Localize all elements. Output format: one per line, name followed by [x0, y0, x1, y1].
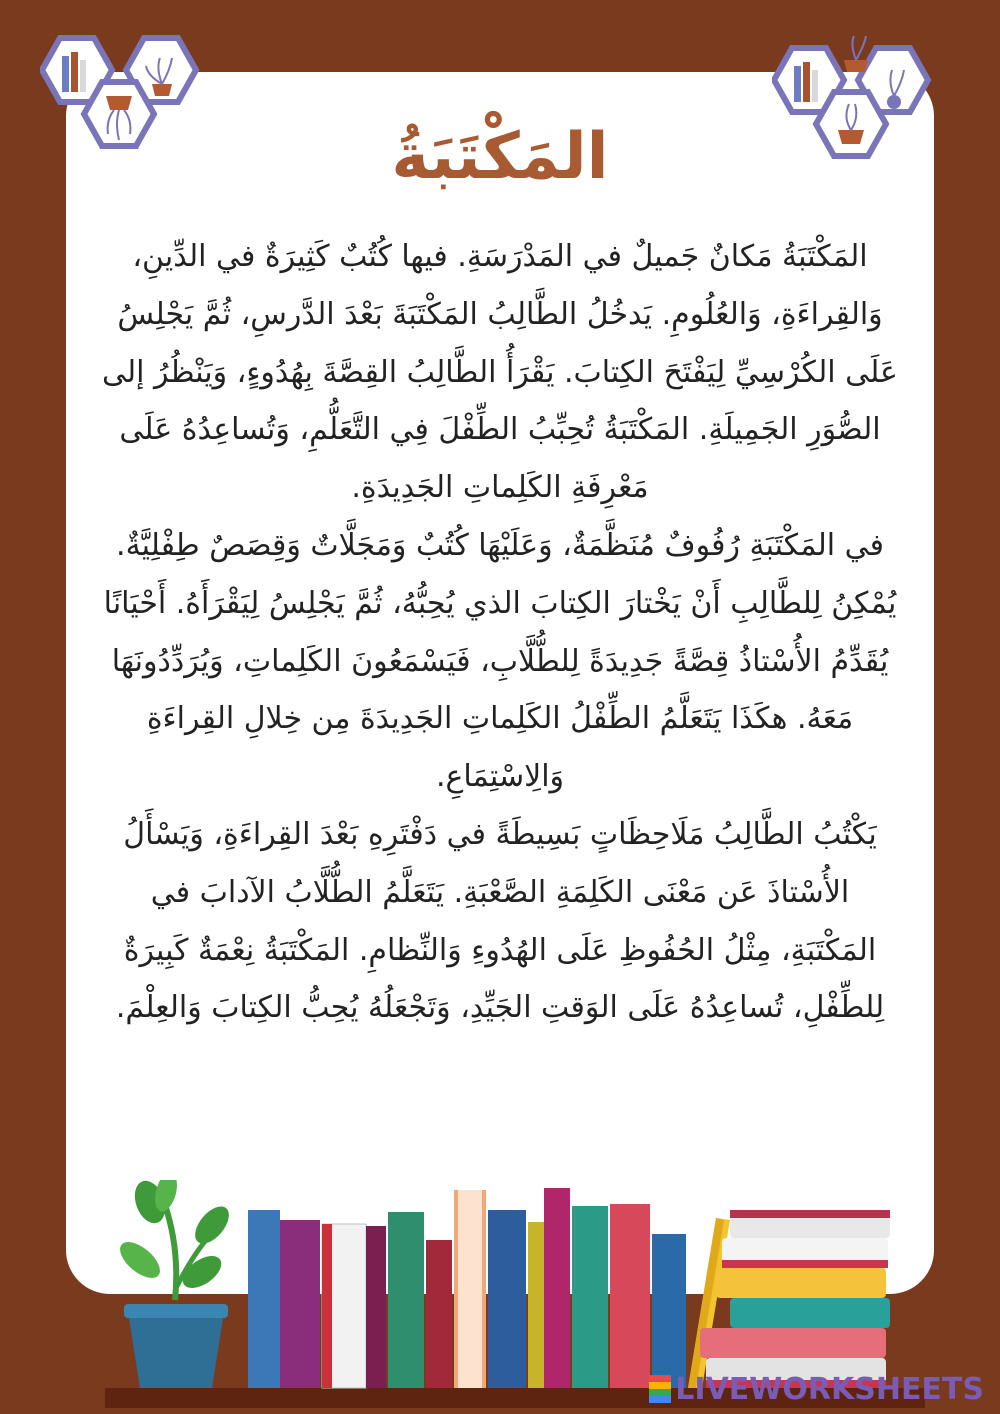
page-title: المَكْتَبَةُ: [391, 120, 609, 194]
stacked-books-icon: [700, 1210, 890, 1388]
potted-plant-icon: [114, 1180, 235, 1388]
liveworksheets-watermark: [649, 1372, 984, 1406]
watermark-text: LIVEWORKSHEETS: [675, 1371, 984, 1407]
paragraph-1: المَكْتَبَةُ مَكانٌ جَميلٌ في المَدْرَسَةِ. فيها كُتُبٌ كَثِيرَةٌ في الدِّينِ، وَالقِراءَةِ، وَالعُلُومِ. يَدخُلُ الطَّالِبُ المَكْتَبَةَ بَعْدَ الدَّرسِ، ثُمَّ يَجْلِسُ عَلَى الكُرْسِيِّ لِيَفْتَحَ الكِتابَ. يَقْرَأُ الطَّالِبُ القِصَّةَ بِهُدُوءٍ، وَيَنْظُرُ إلى الصُّوَرِ الجَمِيلَةِ. المَكْتَبَةُ تُحِبِّبُ الطِّفْلَ فِي التَّعَلُّمِ، وَتُساعِدُهُ عَلَى مَعْرِفَةِ الكَلِماتِ الجَدِيدَةِ.: [102, 239, 898, 506]
paragraph-3: يَكْتُبُ الطَّالِبُ مَلَاحِظَاتٍ بَسِيطَةً في دَفْتَرِهِ بَعْدَ القِراءَةِ، وَيَسْأَلُ الأُسْتاذَ عَن مَعْنَى الكَلِمَةِ الصَّعْبَةِ. يَتَعَلَّمُ الطُّلَّابُ الآدابَ في المَكْتَبَةِ، مِثْلُ الحُفُوظِ عَلَى الهُدُوءِ وَالنِّظامِ. المَكْتَبَةُ نِعْمَةٌ كَبِيرَةٌ لِلطِّفْلِ، تُساعِدُهُ عَلَى الوَقتِ الجَيِّدِ، وَتَجْعَلُهُ يُحِبُّ الكِتابَ وَالعِلْمَ.: [115, 816, 885, 1026]
paragraph-2: في المَكْتَبَةِ رُفُوفٌ مُنَظَّمَةٌ، وَعَلَيْهَا كُتُبٌ وَمَجَلَّاتٌ وَقِصَصٌ طِفْلِيَّةٌ. يُمْكِنُ لِلطَّالِبِ أَنْ يَخْتارَ الكِتابَ الذي يُحِبُّهُ، ثُمَّ يَجْلِسُ لِيَقْرَأَهُ. أَحْيَانًا يُقَدِّمُ الأُسْتاذُ قِصَّةً جَدِيدَةً لِلطُّلَّابِ، فَيَسْمَعُونَ الكَلِماتِ، وَيُرَدِّدُونَهَا مَعَهُ. هكَذَا يَتَعَلَّمُ الطِّفْلُ الكَلِماتِ الجَدِيدَةَ مِن خِلالِ القِراءَةِ وَالِاسْتِمَاعِ.: [103, 527, 897, 795]
books-on-shelf-icon: [248, 1188, 730, 1388]
story-body: [100, 228, 900, 1037]
liveworksheets-logo-icon: [649, 1375, 671, 1403]
